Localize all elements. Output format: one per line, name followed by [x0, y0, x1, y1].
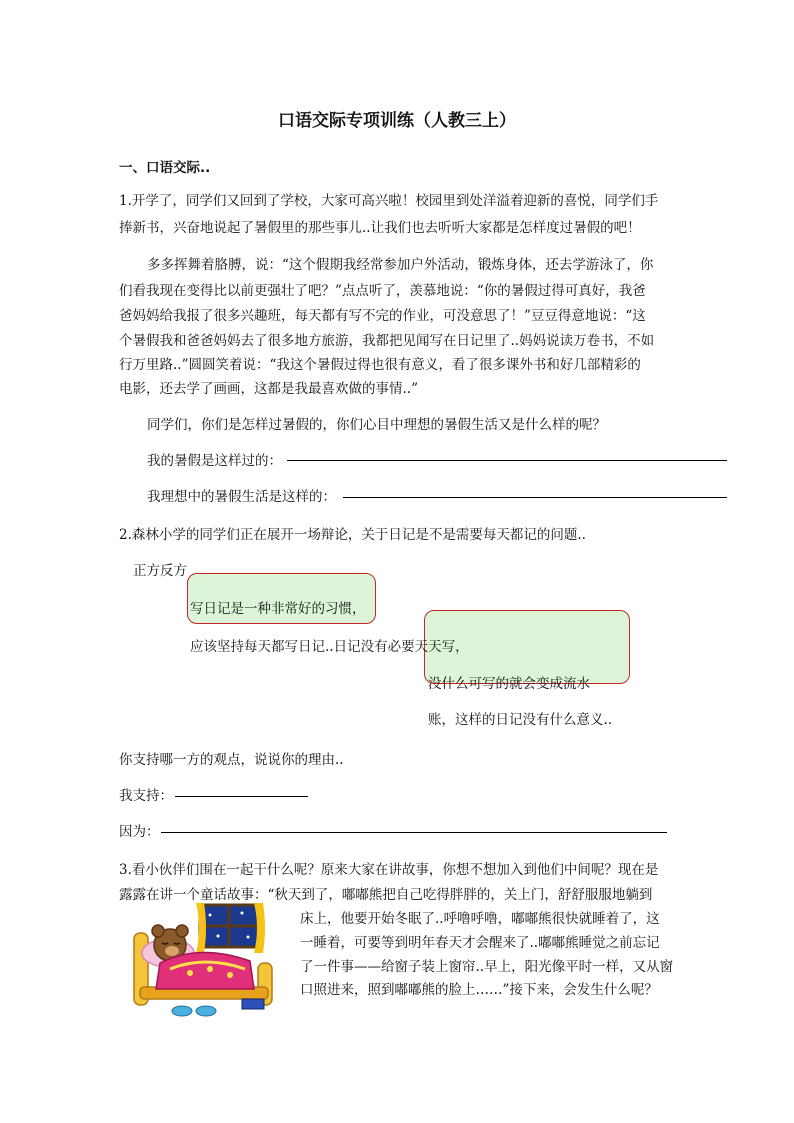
pro-line-2: 应该坚持每天都写日记..日记没有必要天天写，: [190, 639, 469, 655]
q1-line-1: 1.开学了，同学们又回到了学校，大家可高兴啦！校园里到处洋溢着迎新的喜悦，同学们手: [119, 193, 659, 209]
q2-text: 2.森林小学的同学们正在展开一场辩论，关于日记是不是需要每天都记的问题..: [119, 527, 586, 543]
answer-line-ideal-vacation[interactable]: [343, 497, 727, 498]
debate-sides-label: 正方反方: [133, 563, 187, 579]
answer-line-my-vacation[interactable]: [287, 460, 727, 461]
q3-line-2: 露露在讲一个童话故事：“秋天到了，嘟嘟熊把自己吃得胖胖的，关上门，舒舒服服地躺到: [119, 887, 653, 903]
prompt-my-vacation: 我的暑假是这样过的：: [147, 453, 282, 469]
answer-line-support[interactable]: [175, 796, 308, 797]
page-title: 口语交际专项训练（人教三上）: [278, 111, 516, 131]
q3-wrap-line-2: 一睡着，可要等到明年春天才会醒来了..嘟嘟熊睡觉之前忘记: [300, 935, 660, 951]
q3-wrap-line-4: 口照进来，照到嘟嘟熊的脸上……”接下来，会发生什么呢？: [300, 982, 658, 998]
support-label: 我支持：: [119, 788, 173, 804]
q1-question: 同学们，你们是怎样过暑假的，你们心目中理想的暑假生活又是什么样的呢？: [147, 417, 606, 433]
passage-line-5: 行万里路..”圆圆笑着说：“我这个暑假过得也很有意义，看了很多课外书和好几部精彩的: [119, 357, 641, 373]
pro-line-1: 写日记是一种非常好的习惯，: [190, 601, 366, 617]
q3-wrap-line-1: 床上，他要开始冬眠了..呼噜呼噜，嘟嘟熊很快就睡着了，这: [300, 911, 660, 927]
section-heading: 一、口语交际..: [119, 160, 211, 176]
q1-line-2: 捧新书，兴奋地说起了暑假里的那些事儿..让我们也去听听大家都是怎样度过暑假的吧！: [119, 220, 641, 236]
con-line-1: 没什么可写的就会变成流水: [428, 676, 590, 692]
q3-wrap-line-3: 了一件事——给窗子装上窗帘..早上，阳光像平时一样，又从窗: [300, 959, 674, 975]
passage-line-4: 个暑假我和爸爸妈妈去了很多地方旅游，我都把见闻写在日记里了..妈妈说读万卷书，不如: [119, 333, 655, 349]
passage-line-3: 爸妈妈给我报了很多兴趣班，每天都有写不完的作业，可没意思了！”豆豆得意地说：“这: [119, 308, 646, 324]
con-line-2: 账，这样的日记没有什么意义..: [428, 712, 613, 728]
answer-line-reason[interactable]: [161, 832, 667, 833]
passage-line-2: 们看我现在变得比以前更强壮了吧？”点点听了，羡慕地说：“你的暑假过得可真好，我爸: [119, 283, 646, 299]
q2-ask: 你支持哪一方的观点，说说你的理由..: [119, 752, 344, 768]
passage-line-1: 多多挥舞着胳膊，说：“这个假期我经常参加户外活动，锻炼身体，还去学游泳了，你: [147, 257, 654, 273]
prompt-ideal-vacation: 我理想中的暑假生活是这样的：: [147, 489, 336, 505]
reason-label: 因为：: [119, 824, 160, 840]
q3-line-1: 3.看小伙伴们围在一起干什么呢？原来大家在讲故事，你想不想加入到他们中间呢？现在是: [119, 862, 659, 878]
sleeping-bear-icon: [130, 903, 280, 1018]
passage-line-6: 电影，还去学了画画，这都是我最喜欢做的事情..”: [119, 381, 418, 397]
